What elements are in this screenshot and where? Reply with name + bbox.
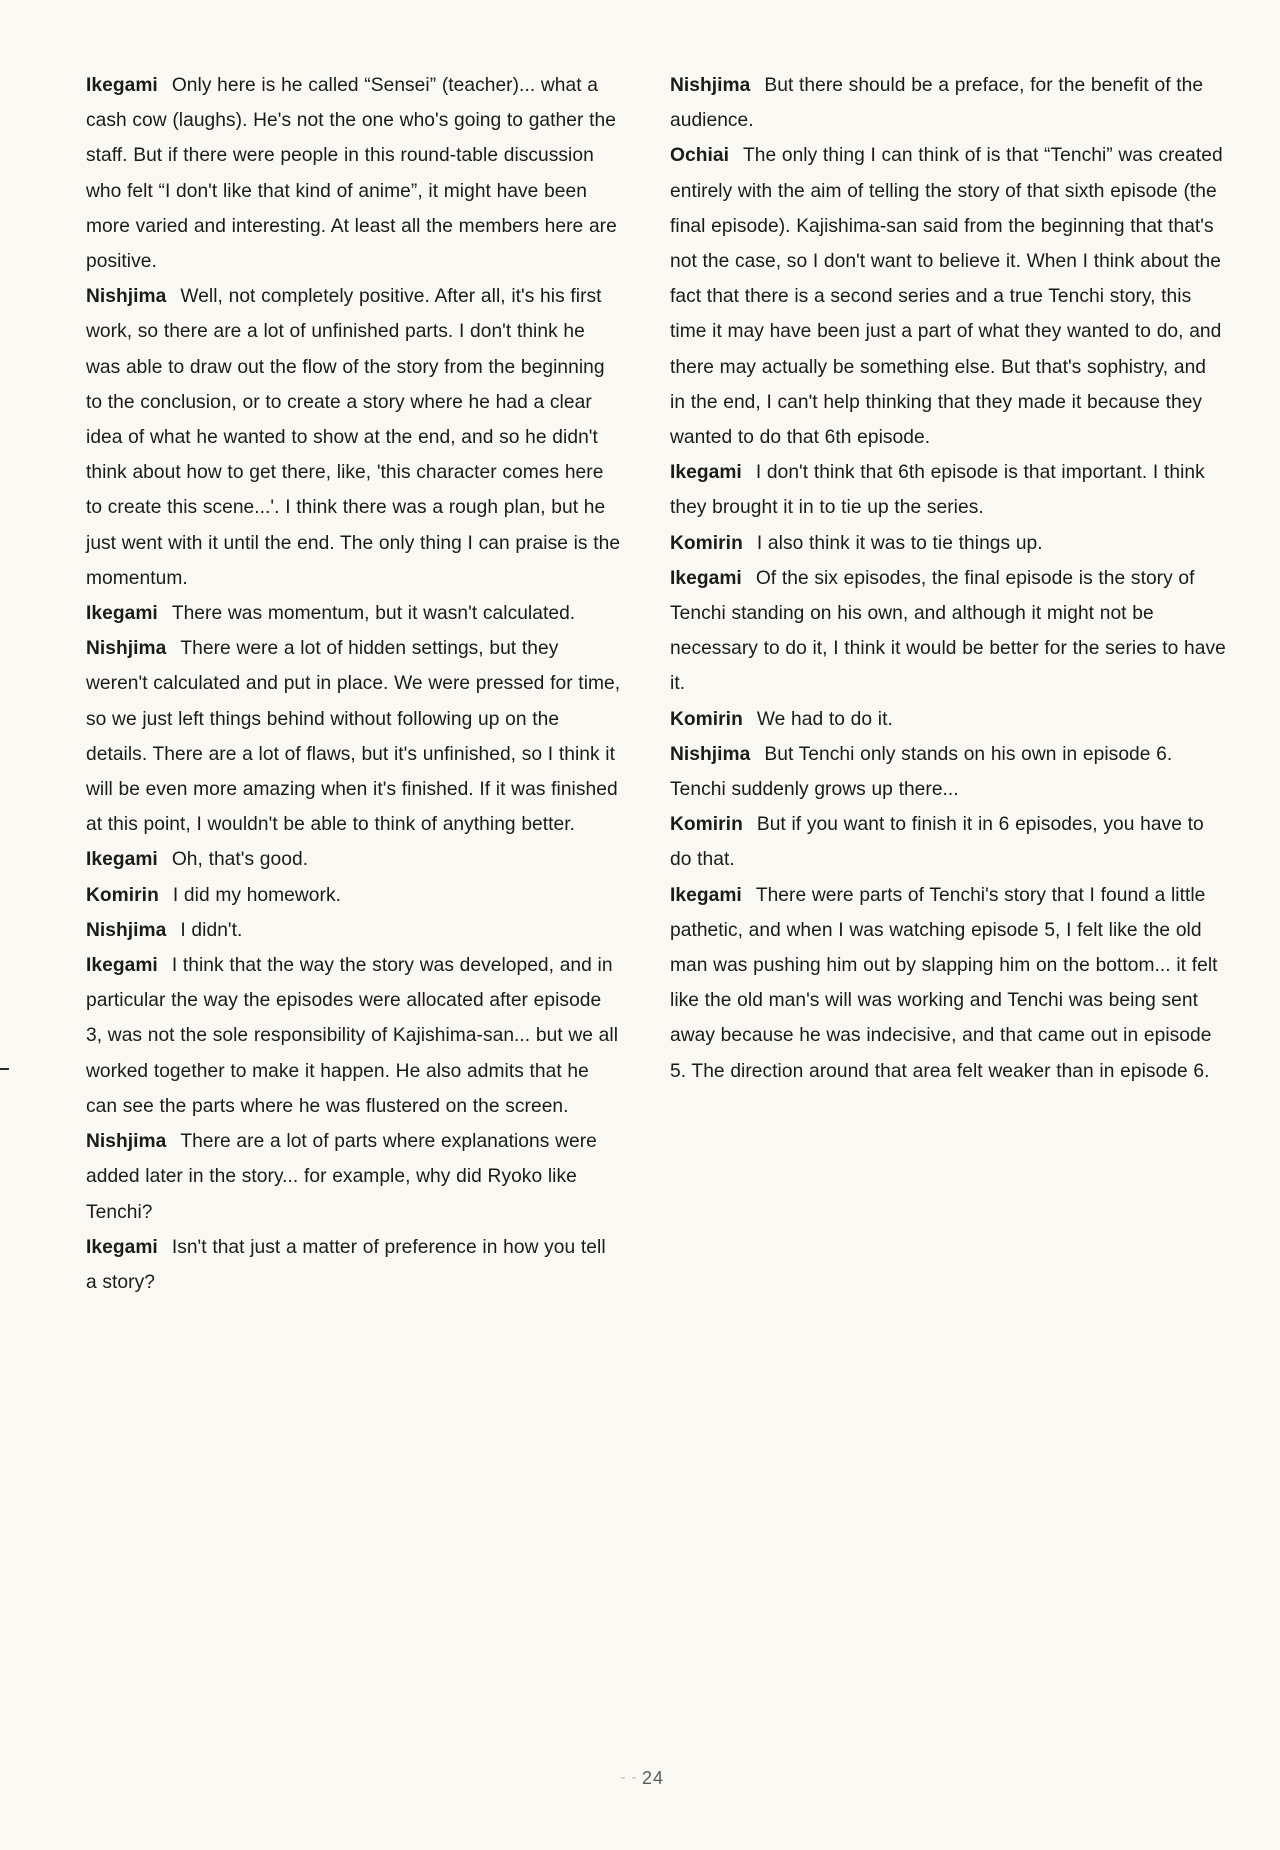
- speaker-name: Ikegami: [670, 884, 742, 906]
- speaker-name: Komirin: [670, 708, 743, 730]
- two-column-body: [86, 68, 1246, 1300]
- dialogue-paragraph: [86, 948, 622, 1124]
- dialogue-text: I also think it was to tie things up.: [756, 532, 1043, 554]
- speaker-name: Nishjima: [86, 1131, 167, 1153]
- speaker-name: Ikegami: [86, 75, 158, 96]
- dialogue-text: But if you want to finish it in 6 episodes, you have to do that.: [670, 814, 1204, 871]
- speaker-name: Ikegami: [86, 849, 158, 871]
- speaker-name: Ikegami: [670, 462, 742, 484]
- speaker-name: Ikegami: [86, 1236, 158, 1258]
- dialogue-paragraph: [86, 596, 622, 631]
- dialogue-paragraph: [86, 1230, 622, 1300]
- speaker-name: Nishjima: [86, 919, 167, 941]
- dialogue-paragraph: [86, 279, 622, 596]
- dialogue-paragraph: [86, 842, 622, 877]
- dialogue-paragraph: [86, 1124, 622, 1230]
- dialogue-paragraph: [86, 68, 622, 279]
- dialogue-text: I did my homework.: [172, 884, 341, 906]
- dialogue-paragraph: [670, 878, 1226, 1089]
- speaker-name: Nishjima: [670, 75, 751, 96]
- right-column: [670, 68, 1226, 1300]
- page-edge-tick: [0, 1068, 9, 1070]
- dialogue-text: Well, not completely positive. After all, it's his first work, so there are a lot of unfinished parts. I don't think he was able to draw out the flow of the story from the beginning to the conclusion, or to create a story where he had a clear idea of what he wanted to show at the end, and so he didn't think about how to get there, like, 'this character comes here to create this scene...'. I think there was a rough plan, but he just went with it until the end. The only thing I can praise is the momentum.: [86, 286, 621, 589]
- page-footer: [0, 1768, 1280, 1789]
- speaker-name: Nishjima: [86, 286, 167, 308]
- speaker-name: Ikegami: [670, 567, 742, 589]
- page-number: 24: [641, 1768, 665, 1788]
- dialogue-text: I didn't.: [180, 919, 243, 941]
- speaker-name: Komirin: [670, 532, 743, 554]
- dialogue-paragraph: [670, 526, 1226, 561]
- dialogue-text: Isn't that just a matter of preference in how you tell a story?: [86, 1236, 606, 1293]
- speaker-name: Nishjima: [86, 638, 167, 660]
- dialogue-text: The only thing I can think of is that “Tenchi” was created entirely with the aim of telling the story of that sixth episode (the final episode). Kajishima-san said from the beginning that that's not the case, so I don't want to believe it. When I think about the fact that there is a second series and a true Tenchi story, this time it may have been just a part of what they wanted to do, and there may actually be something else. But that's sophistry, and in the end, I can't help thinking that they made it because they wanted to do that 6th episode.: [670, 145, 1223, 449]
- speaker-name: Ikegami: [86, 603, 158, 625]
- speaker-name: Komirin: [670, 814, 743, 836]
- dialogue-text: There was momentum, but it wasn't calculated.: [171, 603, 576, 625]
- left-column: [86, 68, 622, 1300]
- speaker-name: Komirin: [86, 884, 159, 906]
- dialogue-paragraph: [86, 913, 622, 948]
- dialogue-text: There were parts of Tenchi's story that I found a little pathetic, and when I was watching episode 5, I felt like the old man was pushing him out by slapping him on the bottom... it felt like the old man's will was working and Tenchi was being sent away because he was indecisive, and that came out in episode 5. The direction around that area felt weaker than in episode 6.: [670, 884, 1218, 1082]
- speaker-name: Ochiai: [670, 145, 729, 167]
- dialogue-paragraph: [670, 138, 1226, 455]
- dialogue-paragraph: [670, 807, 1226, 877]
- dialogue-paragraph: [86, 631, 622, 842]
- dialogue-paragraph: [670, 455, 1226, 525]
- dialogue-paragraph: [670, 702, 1226, 737]
- dialogue-text: Oh, that's good.: [171, 849, 309, 871]
- dialogue-paragraph: [670, 68, 1226, 138]
- dialogue-text: I don't think that 6th episode is that important. I think they brought it in to tie up the series.: [670, 462, 1205, 519]
- dialogue-text: Of the six episodes, the final episode is the story of Tenchi standing on his own, and although it might not be necessary to do it, I think it would be better for the series to have it.: [670, 567, 1226, 695]
- dialogue-text: There are a lot of parts where explanations were added later in the story... for example, why did Ryoko like Tenchi?: [86, 1131, 597, 1223]
- dialogue-text: But there should be a preface, for the benefit of the audience.: [670, 75, 1204, 132]
- dialogue-text: But Tenchi only stands on his own in episode 6. Tenchi suddenly grows up there...: [670, 743, 1173, 801]
- footer-marks: - -: [620, 1769, 638, 1786]
- dialogue-text: We had to do it.: [756, 708, 893, 730]
- dialogue-text: Only here is he called “Sensei” (teacher)... what a cash cow (laughs). He's not the one who's going to gather the staff. But if there were people in this round-table discussion who felt “I don't like that kind of anime”, it might have been more varied and interesting. At least all the members here are positive.: [86, 75, 617, 273]
- dialogue-text: There were a lot of hidden settings, but they weren't calculated and put in place. We were pressed for time, so we just left things behind without following up on the details. There are a lot of flaws, but it's unfinished, so I think it will be even more amazing when it's finished. If it was finished at this point, I wouldn't be able to think of anything better.: [86, 638, 621, 836]
- dialogue-paragraph: [86, 878, 622, 913]
- dialogue-paragraph: [670, 737, 1226, 807]
- speaker-name: Ikegami: [86, 955, 158, 977]
- speaker-name: Nishjima: [670, 743, 751, 765]
- dialogue-text: I think that the way the story was developed, and in particular the way the episodes were allocated after episode 3, was not the sole responsibility of Kajishima-san... but we all worked together to make it happen. He also admits that he can see the parts where he was flustered on the screen.: [86, 955, 619, 1117]
- dialogue-paragraph: [670, 561, 1226, 702]
